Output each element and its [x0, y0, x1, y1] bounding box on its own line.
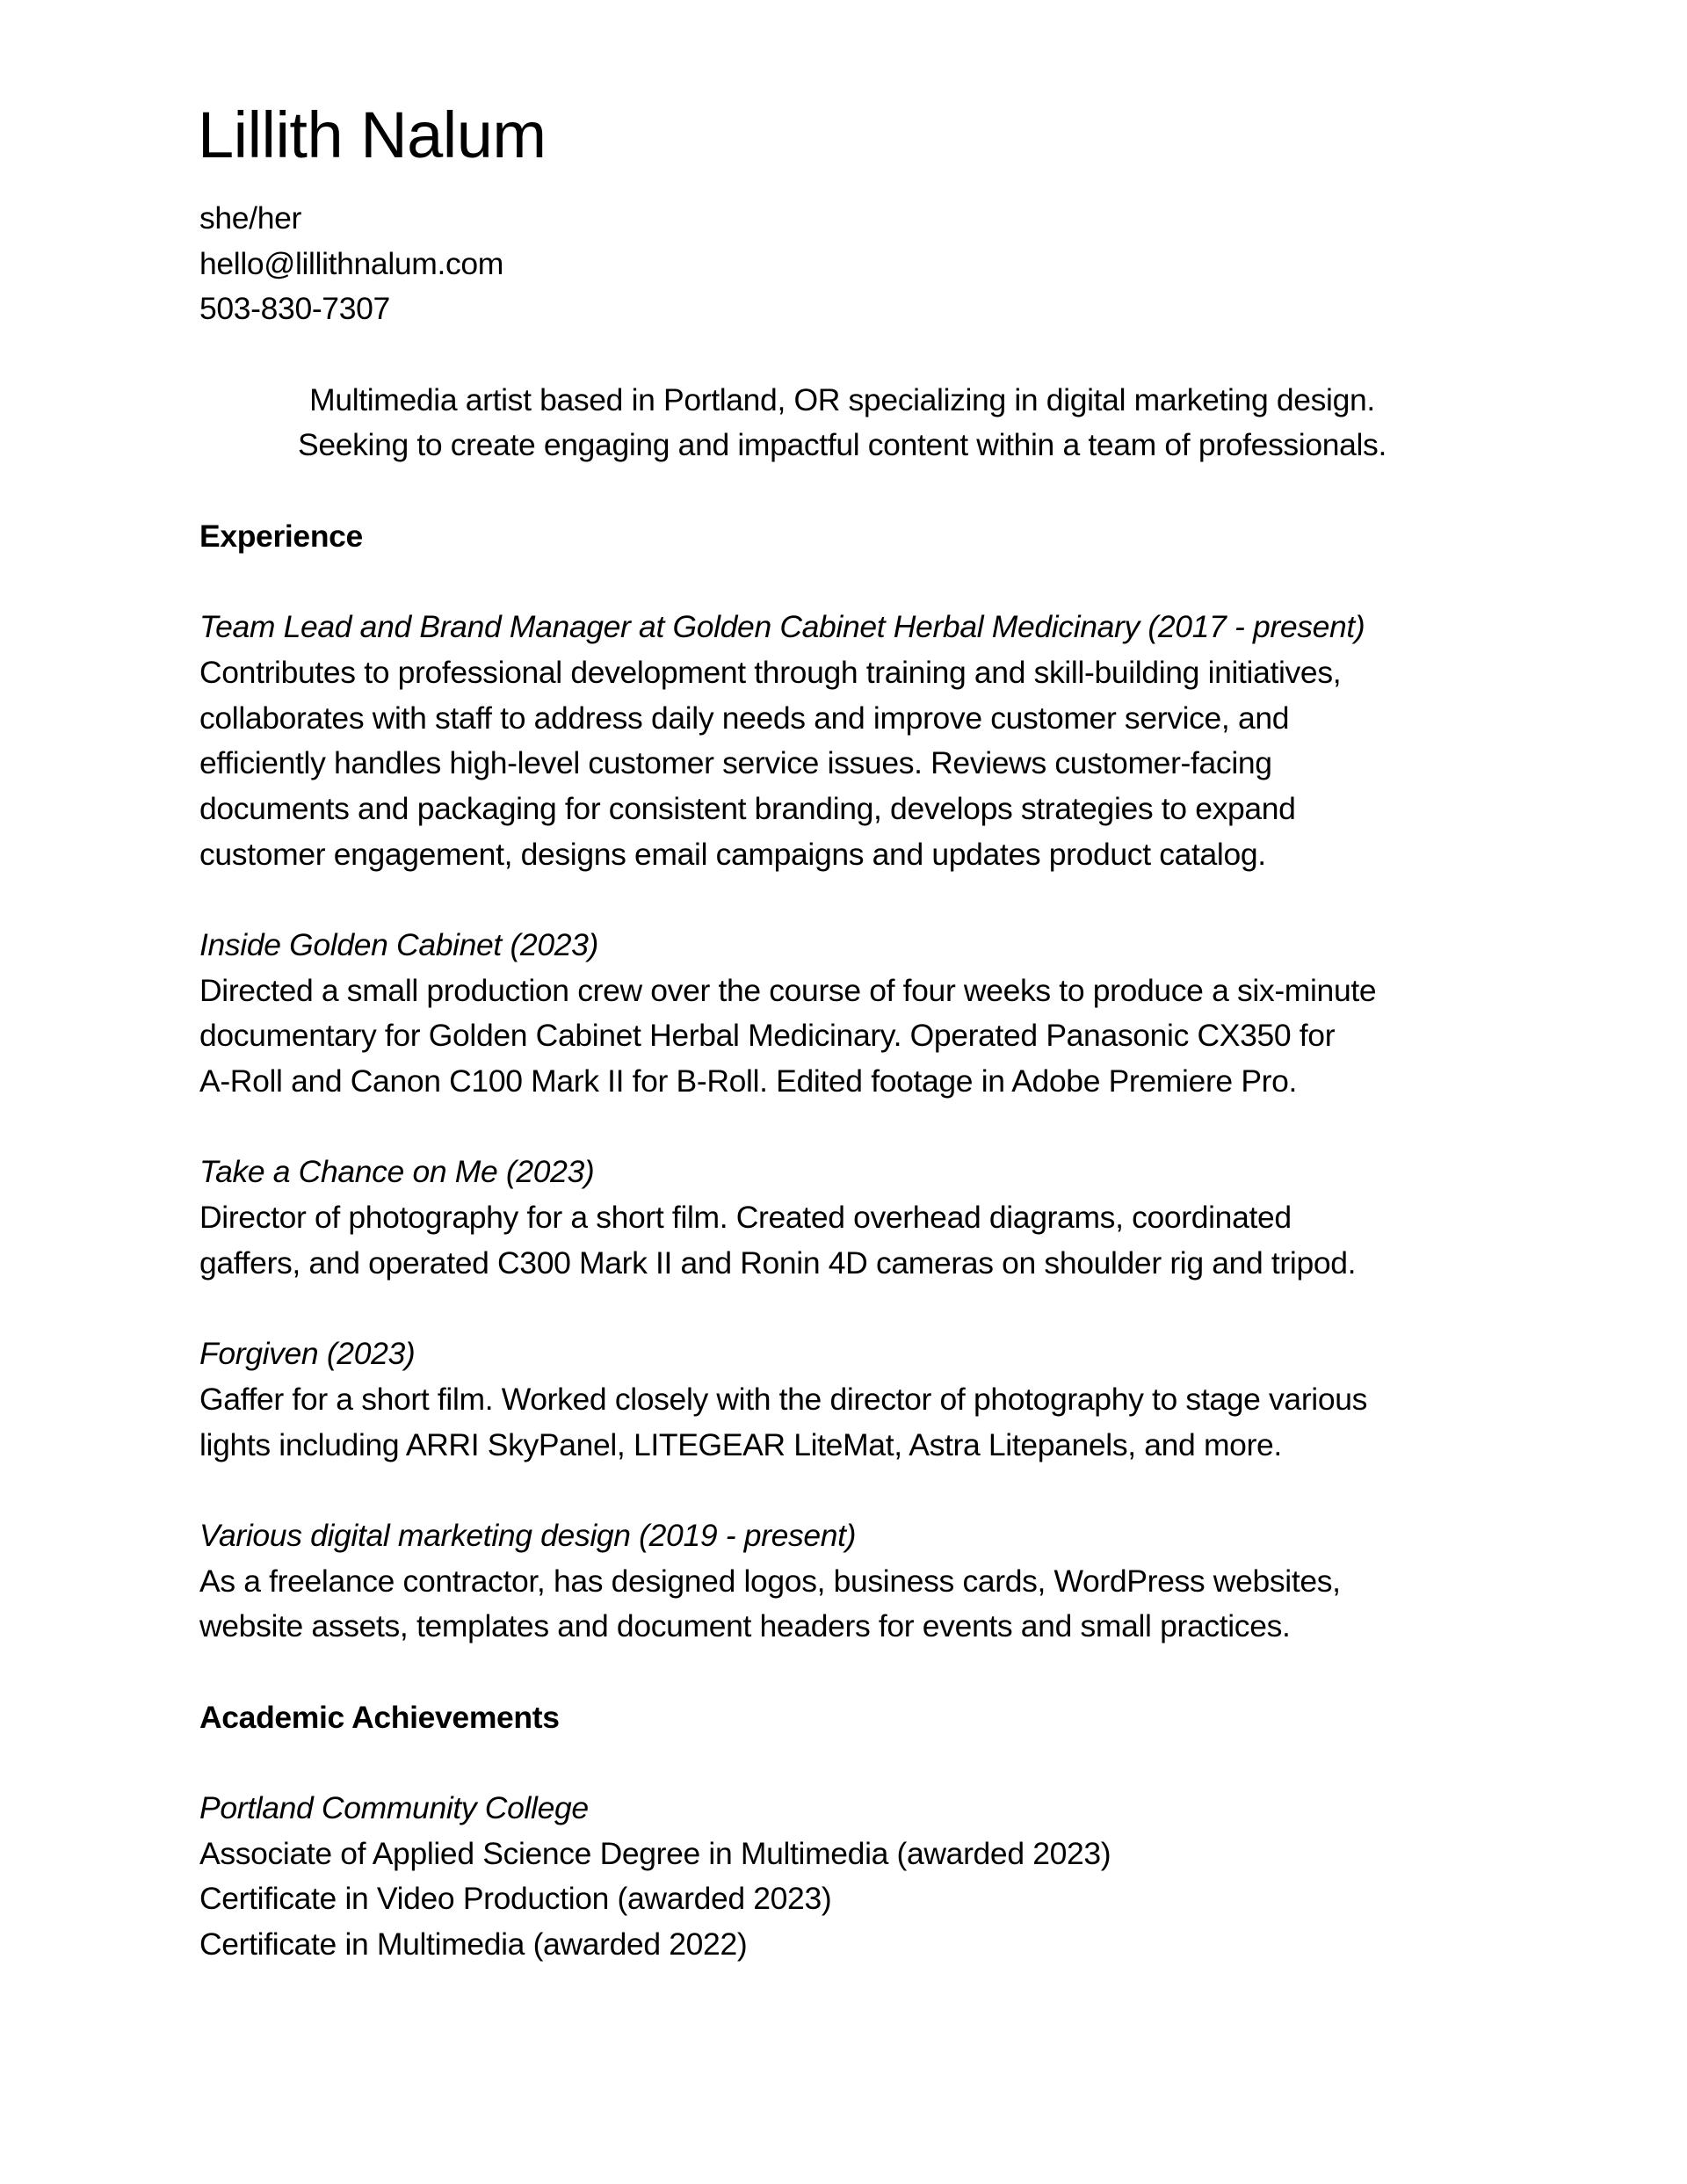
spacer [199, 332, 1482, 378]
section-heading-experience: Experience [199, 518, 363, 554]
pronouns: she/her [199, 200, 301, 236]
experience-entry [199, 1331, 1482, 1468]
summary-line: Seeking to create engaging and impactful content within a team of professionals. [298, 427, 1387, 463]
spacer [199, 877, 1482, 923]
experience-section [199, 514, 1482, 1650]
summary [199, 378, 1482, 468]
entry-description-line: A-Roll and Canon C100 Mark II for B-Roll. Edited footage in Adobe Premiere Pro. [199, 1063, 1298, 1099]
academic-item: Associate of Applied Science Degree in Multimedia (awarded 2023) [199, 1835, 1111, 1871]
experience-entry [199, 1150, 1482, 1286]
spacer [199, 560, 1482, 606]
entry-description-line: documentary for Golden Cabinet Herbal Medicinary. Operated Panasonic CX350 for [199, 1018, 1336, 1054]
email-link[interactable]: hello@lillithnalum.com [199, 245, 504, 281]
entry-description-line: documents and packaging for consistent branding, develops strategies to expand [199, 790, 1296, 826]
entry-title: Various digital marketing design (2019 - present) [199, 1517, 857, 1553]
summary-line: Multimedia artist based in Portland, OR specializing in digital marketing design. [309, 381, 1375, 417]
spacer [199, 468, 1482, 514]
phone-number: 503-830-7307 [199, 291, 390, 327]
entry-description-line: Director of photography for a short film. Created overhead diagrams, coordinated [199, 1200, 1292, 1236]
entry-description-line: efficiently handles high-level customer service issues. Reviews customer-facing [199, 745, 1272, 781]
entry-description-line: website assets, templates and document headers for events and small practices. [199, 1608, 1291, 1644]
entry-description-line: Contributes to professional development through training and skill-building initiatives, [199, 654, 1342, 690]
academic-item: Certificate in Video Production (awarded 2023) [199, 1881, 832, 1917]
entry-description-line: lights including ARRI SkyPanel, LITEGEAR LiteMat, Astra Litepanels, and more. [199, 1426, 1282, 1462]
spacer [199, 1468, 1482, 1513]
resume-name: Lillith Nalum [198, 98, 547, 171]
spacer [199, 1650, 1482, 1695]
institution-name: Portland Community College [199, 1790, 589, 1826]
entry-description-line: customer engagement, designs email campaigns and updates product catalog. [199, 836, 1266, 872]
section-heading-academics: Academic Achievements [199, 1699, 560, 1735]
experience-entry [199, 1513, 1482, 1650]
entry-description-line: As a freelance contractor, has designed logos, business cards, WordPress websites, [199, 1563, 1341, 1599]
entry-description-line: Gaffer for a short film. Worked closely with the director of photography to stage various [199, 1381, 1368, 1417]
entry-description-line: gaffers, and operated C300 Mark II and Ronin 4D cameras on shoulder rig and tripod. [199, 1244, 1357, 1281]
experience-entry [199, 605, 1482, 877]
entry-title: Team Lead and Brand Manager at Golden Cabinet Herbal Medicinary (2017 - present) [199, 609, 1365, 645]
contact-block [199, 196, 1482, 332]
academic-item: Certificate in Multimedia (awarded 2022) [199, 1926, 748, 1963]
entry-title: Forgiven (2023) [199, 1336, 416, 1372]
spacer [199, 1105, 1482, 1150]
entry-description-line: collaborates with staff to address daily needs and improve customer service, and [199, 700, 1290, 736]
entry-title: Take a Chance on Me (2023) [199, 1154, 595, 1190]
experience-entry [199, 923, 1482, 1105]
spacer [199, 1740, 1482, 1786]
spacer [199, 1287, 1482, 1332]
entry-description-line: Directed a small production crew over the course of four weeks to produce a six-minute [199, 972, 1377, 1008]
academics-section [199, 1695, 1482, 1968]
resume-body [199, 196, 1482, 1968]
entry-title: Inside Golden Cabinet (2023) [199, 927, 598, 962]
